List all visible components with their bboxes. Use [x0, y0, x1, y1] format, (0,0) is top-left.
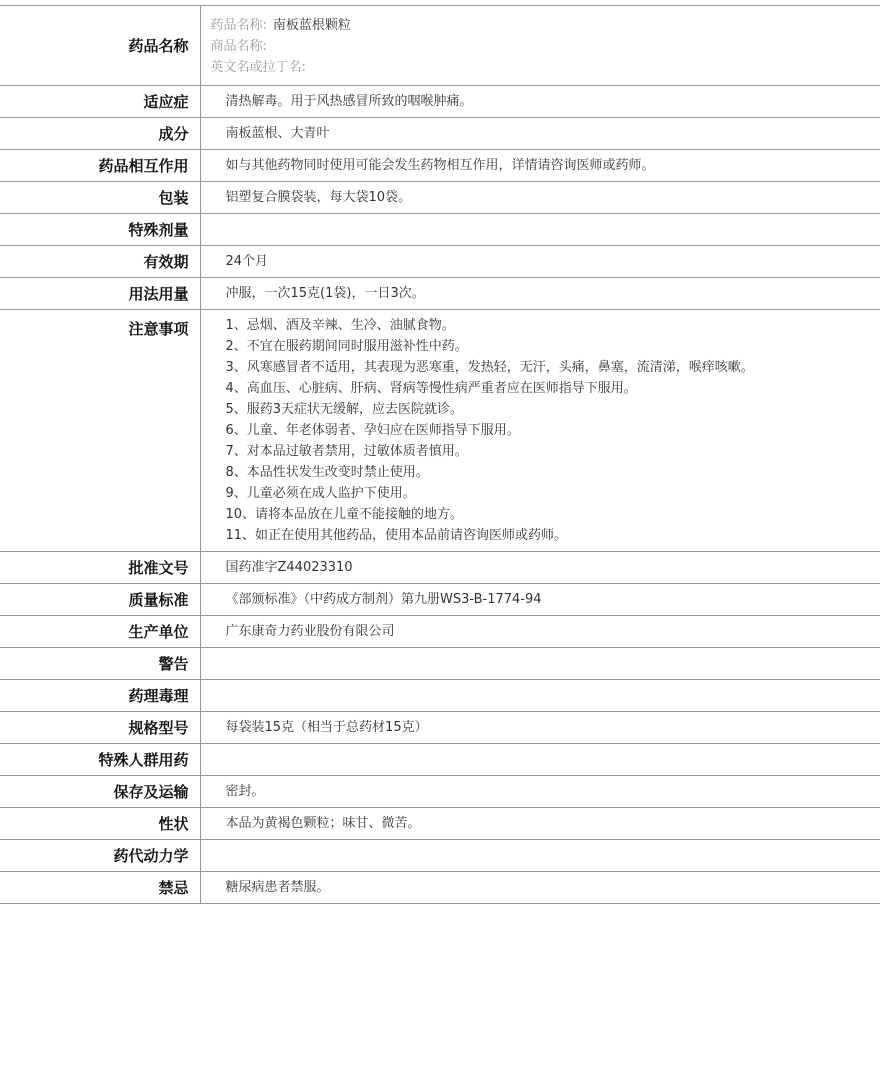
- precaution-item: 1、忌烟、酒及辛辣、生冷、油腻食物。: [225, 318, 455, 333]
- row-indications: [0, 86, 880, 118]
- label-contraindications: 禁忌: [0, 872, 200, 904]
- value-manufacturer: 广东康奇力药业股份有限公司: [225, 624, 395, 639]
- generic-name-line: [211, 15, 873, 36]
- value-special-dosage: [200, 214, 880, 246]
- row-storage: [0, 776, 880, 808]
- generic-name-value: 南板蓝根颗粒: [272, 18, 351, 33]
- label-warning: 警告: [0, 648, 200, 680]
- value-contraindications: 糖尿病患者禁服。: [225, 880, 330, 895]
- precaution-item: 3、风寒感冒者不适用，其表现为恶寒重，发热轻，无汗，头痛，鼻塞，流清涕，喉痒咳嗽。: [225, 360, 754, 375]
- row-standard: [0, 584, 880, 616]
- value-drug-names: [200, 6, 880, 86]
- value-package: 铝塑复合膜袋装，每大袋10袋。: [225, 190, 412, 205]
- label-special-dosage: 特殊剂量: [0, 214, 200, 246]
- label-standard: 质量标准: [0, 584, 200, 616]
- value-usage: 冲服，一次15克(1袋)，一日3次。: [225, 286, 425, 301]
- row-package: [0, 182, 880, 214]
- trade-name-line: [211, 36, 873, 57]
- latin-name-label: 英文名或拉丁名:: [210, 60, 306, 75]
- row-drug-name: [0, 6, 880, 86]
- label-drug-name: 药品名称: [0, 6, 200, 86]
- label-special-groups: 特殊人群用药: [0, 744, 200, 776]
- precaution-item: 11、如正在使用其他药品，使用本品前请咨询医师或药师。: [225, 528, 568, 543]
- label-indications: 适应症: [0, 86, 200, 118]
- precaution-item: 8、本品性状发生改变时禁止使用。: [225, 465, 429, 480]
- value-indications: 清热解毒。用于风热感冒所致的咽喉肿痛。: [225, 94, 473, 109]
- value-storage: 密封。: [225, 784, 265, 799]
- value-spec: 每袋装15克（相当于总药材15克）: [225, 720, 428, 735]
- value-validity: 24个月: [225, 254, 269, 269]
- trade-name-label: 商品名称:: [210, 39, 267, 54]
- label-package: 包装: [0, 182, 200, 214]
- row-character: [0, 808, 880, 840]
- label-toxicology: 药理毒理: [0, 680, 200, 712]
- latin-name-line: [211, 57, 873, 78]
- label-storage: 保存及运输: [0, 776, 200, 808]
- precaution-item: 9、儿童必须在成人监护下使用。: [225, 486, 416, 501]
- label-approval: 批准文号: [0, 552, 200, 584]
- precaution-item: 2、不宜在服药期间同时服用滋补性中药。: [225, 339, 468, 354]
- precaution-item: 6、儿童、年老体弱者、孕妇应在医师指导下服用。: [225, 423, 520, 438]
- generic-name-label: 药品名称:: [210, 18, 267, 33]
- label-interactions: 药品相互作用: [0, 150, 200, 182]
- row-special-dosage: [0, 214, 880, 246]
- value-toxicology: [200, 680, 880, 712]
- value-warning: [200, 648, 880, 680]
- row-usage: [0, 278, 880, 310]
- row-ingredients: [0, 118, 880, 150]
- value-interactions: 如与其他药物同时使用可能会发生药物相互作用，详情请咨询医师或药师。: [225, 158, 655, 173]
- label-ingredients: 成分: [0, 118, 200, 150]
- value-pharmacokinetics: [200, 840, 880, 872]
- row-manufacturer: [0, 616, 880, 648]
- value-precautions: [200, 310, 880, 552]
- drug-spec-table: [0, 5, 880, 904]
- row-spec: [0, 712, 880, 744]
- value-approval: 国药准字Z44023310: [225, 560, 353, 575]
- row-validity: [0, 246, 880, 278]
- row-precautions: [0, 310, 880, 552]
- label-manufacturer: 生产单位: [0, 616, 200, 648]
- row-approval: [0, 552, 880, 584]
- row-special-groups: [0, 744, 880, 776]
- precaution-item: 5、服药3天症状无缓解，应去医院就诊。: [225, 402, 464, 417]
- value-standard: 《部颁标准》（中药成方制剂）第九册WS3-B-1774-94: [225, 592, 542, 607]
- label-character: 性状: [0, 808, 200, 840]
- value-ingredients: 南板蓝根、大青叶: [225, 126, 330, 141]
- precaution-item: 10、请将本品放在儿童不能接触的地方。: [225, 507, 464, 522]
- row-contraindications: [0, 872, 880, 904]
- label-usage: 用法用量: [0, 278, 200, 310]
- label-validity: 有效期: [0, 246, 200, 278]
- row-interactions: [0, 150, 880, 182]
- row-pharmacokinetics: [0, 840, 880, 872]
- precaution-item: 7、对本品过敏者禁用，过敏体质者慎用。: [225, 444, 468, 459]
- value-special-groups: [200, 744, 880, 776]
- value-character: 本品为黄褐色颗粒；味甘、微苦。: [225, 816, 421, 831]
- row-warning: [0, 648, 880, 680]
- label-precautions: 注意事项: [0, 310, 200, 552]
- precaution-item: 4、高血压、心脏病、肝病、肾病等慢性病严重者应在医师指导下服用。: [225, 381, 637, 396]
- label-spec: 规格型号: [0, 712, 200, 744]
- row-toxicology: [0, 680, 880, 712]
- label-pharmacokinetics: 药代动力学: [0, 840, 200, 872]
